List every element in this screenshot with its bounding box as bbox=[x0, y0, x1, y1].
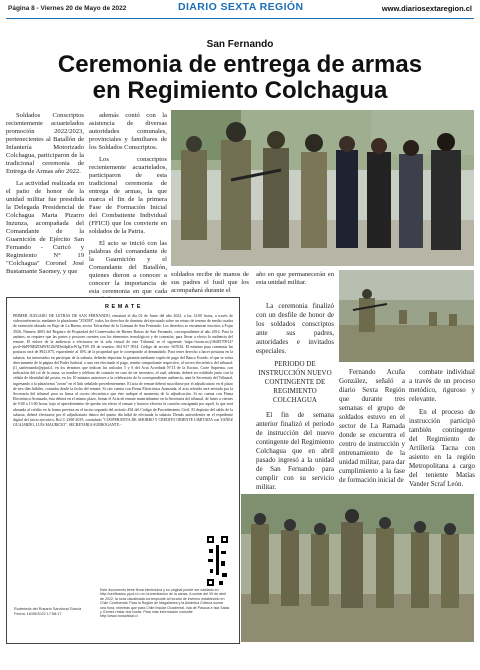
paragraph: Los conscriptos recientemente acuartelados, participaron de esta tradicional ceremonia de entrega de armas, la que marca el fin de la primera Fase de Formación Inicial del Combatiente Individual (FFICI) que los convierte en soldados de la Patria. bbox=[89, 156, 167, 235]
field-soldier-photo bbox=[339, 270, 474, 362]
paragraph: El fin de semana anterior finalizó el periodo de instrucción del nuevo contingente del Regimiento Colchagua que en abril pasado ingresó a la unidad de San Fernando para cumplir con su servicio militar. bbox=[256, 411, 334, 491]
headline-line-2: en Regimiento Colchagua bbox=[92, 77, 388, 104]
paragraph: El acto se inició con las palabras del comandante de la Guarnición y el Comandante del Batallón, quienes dieron a conocer a conocer la importancia de esta ceremonia en que cada bbox=[89, 240, 167, 295]
ceremony-photo bbox=[171, 110, 474, 266]
paragraph: Soldados Conscriptos recientemente acuartelados promoción 2022/2023, pertenecientes al Batallón de Infantería Motorizado Colchagua, participaron de la tradicional ceremonia de Entrega de Armas año 2022. bbox=[6, 112, 84, 175]
signer-name: Ruderinda del Rosario Sandoval García bbox=[14, 607, 82, 611]
remate-body: PRIMER JUZGADO DE LETRAS DE SAN FERNANDO, rematará el día 02 de Junio del año 2022, a las 12:00 horas, a través de videoconferencia, mediante la plataforma "ZOOM", todos los derechos de dominio del ejecutado sobre un retazo de terreno de medio cuadra de extensión ubicado en Bajo de La Buena, sector Talcarehue de la Comuna de San Fernando. Los derechos se encuentran inscritos a Fojas 3926, Número 4003 del Registro de Propiedad del Conservador de Bienes Raíces de San Fernando, correspondiente al año 2014. Para la antistes, se requiere que las partes y postores cuenten con los elementos tecnológicos y de conexión, para llevar a efecto la audiencia del remate. El enlace de la audiencia a efectuarse en la sala virtual de este Tribunal, es el siguiente: https://zoom.us/j/3648170914?pwd=SkFFRHZDdWE1ZkNDeitIpKtvW1g/T09. ID de reunión: 364 817 0914. Código de acceso: 667634. El mínimo para comenzar las posturas será de $921.875, equivalente al 10% de la propiedad que le corresponde al demandado. Para tener derecho a hacer posturas en la subasta, los interesados en participar de la subasta, deberán depositar la garantía mediante cupón de pago del Banco Estado, el que se retira directamente de la página del Poder Judicial, o una vez efectuado el pago, remitir comprobante respectivo, al correo electrónico del tribunal: jl1_sanfernando@pjud.cl, en los términos que indican los artículos 5 y 6 del Acta Acordada N°13 de la Excma. Corte Suprema, con indicación del rol de la causa, su nombre y teléfono de contacto en caso de ser necesario, el cual, además, deberá ser exhibido junto con la cédula de identidad del postor, en los 10 minutos anteriores a la celebración de la correspondiente audiencia, ante la Secretaría del Tribunal, ingresando a la plataforma "zoom" en el link señalado precedentemente. El acta de remate deberá suscribirse por el adjudicatario en el plazo de tres días hábiles, contados desde la fecha del remate. Si cito cuenta con Firma Electrónica Avanzada, el acta referida será enviada por la Secretaría del tribunal para su firma al correo electrónico que éste indique el momento de la adjudicación. Si no cuenta con Firma Electrónica Avanzada, ésta deberá en el mismo plazo, firmar el Acta de remate materialmente en la Secretaría del tribunal, de lunes a viernes de 9:00 a 13:00 horas, bajo el apercibimiento de quedar sin efecto el remate y hacerse efectiva la caución consignada por aquél, la que será abonada al crédito en la forma prevista en el inciso segundo del artículo 494 del Código de Procedimiento Civil. El depósito del saldo de la subasta, deberá efectuarse por el adjudicatario dentro del quinto día hábil de efectuada la subasta. Demás antecedentes en el expediente digital del juicio ejecutivo, Rol C-2390-2019, caratulado "COOPERATIVA DE AHORRO Y CREDITO ORIENTE LIMITADA con YAÑEZ GUAJARDO, LUIS MAURICIO". SECRETARIA SUBROGANTE.- bbox=[13, 314, 233, 428]
remate-title: R E M A T E bbox=[105, 304, 141, 310]
paragraph: Fernando Acuña González, señaló a diario Sexta Región que durante tres semanas el grupo de soldados estuvo en el sector de La Ramada donde se encuentra el centro de instrucción y entrenamiento de la unidad militar, para dar cumplimiento a la fase de formación inicial de bbox=[339, 368, 405, 484]
paragraph: La actividad realizada en el patio de honor de la unidad militar fue presidida la Delegada Presidencial de Colchagua Marta Pizarro Inzunza, acompañada del Comandante de la Guarnición de Ejército San Fernando - Curicó y Regimiento N° 19 "Colchagua" Coronel José Bustamante Saomey, y que bbox=[6, 180, 84, 275]
website-link[interactable]: www.diariosextaregion.cl bbox=[381, 4, 472, 13]
article-column-5 bbox=[409, 368, 475, 488]
headline-line-1: Ceremonia de entrega de armas bbox=[57, 51, 423, 78]
subheading: PERIODO DE INSTRUCCIÓN NUEVO CONTINGENTE DE REGIMIENTO COLCHAGUA bbox=[258, 360, 332, 404]
newspaper-brand: DIARIO SEXTA REGIÓN bbox=[178, 1, 304, 13]
article-column-1 bbox=[6, 112, 84, 294]
article-column-2 bbox=[89, 112, 167, 294]
signature-date: Fecha: 16/05/2022 17:58:17 bbox=[14, 611, 62, 616]
headline bbox=[10, 52, 470, 104]
paragraph: además contó con la asistencia de diversas autoridades comunales, provinciales y familiares de los Soldados Conscriptos. bbox=[89, 112, 167, 151]
parade-photo bbox=[241, 494, 474, 642]
section-label: San Fernando bbox=[206, 39, 274, 50]
photo-caption-2: año en que permanecerán en esta unidad militar. bbox=[256, 271, 334, 286]
article-column-4 bbox=[339, 368, 405, 488]
paragraph: La ceremonia finalizó con un desfile de honor de los soldados conscriptos ante sus padres, autoridades e invitados especiales. bbox=[256, 302, 334, 355]
qr-code-icon bbox=[206, 535, 229, 587]
paragraph: En el proceso de instrucción participó también contingente del Regimiento de Artillería Tacna con asiento en la región Metropolitana a cargo del teniente Matías Vander Scraf León. bbox=[409, 408, 475, 488]
paragraph: combate individual a través de un proceso metódico, riguroso y relevante. bbox=[409, 368, 475, 403]
photo-caption-1: soldados recibe de manos de sus padres el fusil que los acompañará durante el bbox=[171, 271, 249, 294]
page-info: Página 8 - Viernes 20 de Mayo de 2022 bbox=[8, 5, 127, 12]
signature-info bbox=[14, 607, 81, 617]
electronic-signature-note: Este documento tiene firma electrónica y su original puede ser validado en http://verificadoc.pjud.cl o en la tramitación de la causa. A contar del 09 de abril de 2022, la hora visualizada corresponde al horario de invierno establecido en Chile Continental. Para la Región de Magallanes y la Antártica Chilena sumar una hora, mientras que para Chile Insular Occidental, Isla de Pascua e Isla Salas y Gómez restar dos horas. Para más información consulte http://www.horaoficial.cl bbox=[100, 588, 230, 619]
